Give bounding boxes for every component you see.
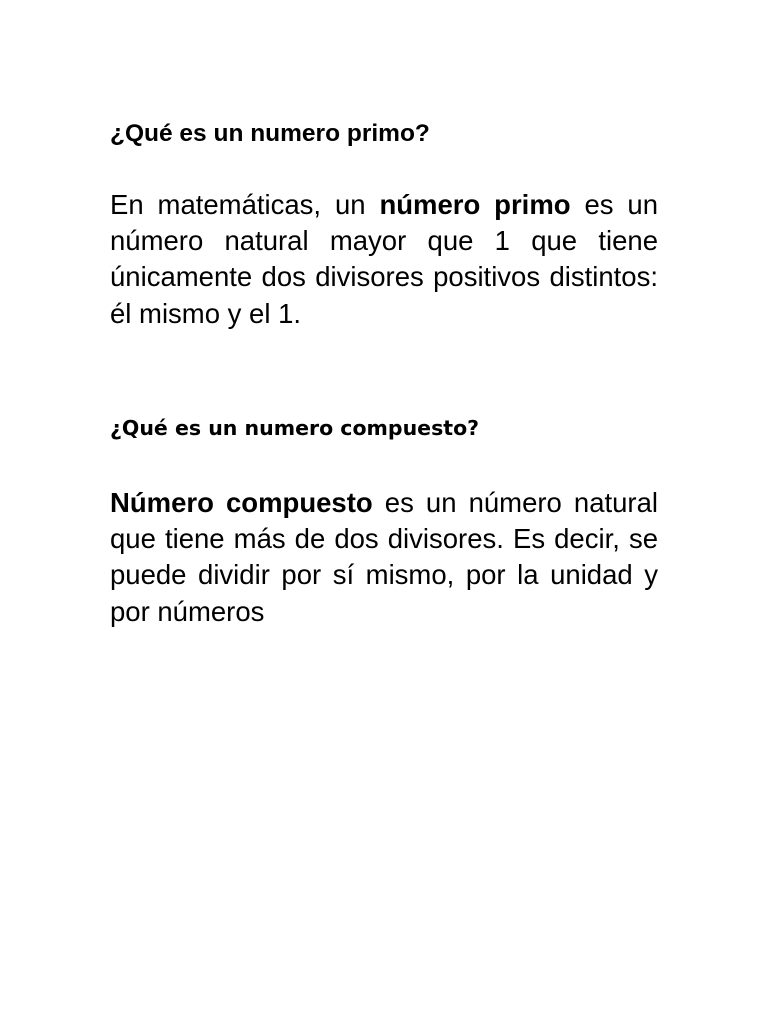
heading-composite-number: ¿Qué es un numero compuesto? [110,416,480,440]
paragraph-prime-definition [110,187,658,332]
prime-rest-text: es un número natural mayor que 1 que tiene únicamente dos divisores positivos distintos: él mismo y el 1. [110,189,659,329]
composite-term: Número compuesto [110,487,373,518]
paragraph-composite-definition [110,485,658,630]
prime-term: número primo [379,189,571,220]
composite-rest-text: es un número natural que tiene más de dos divisores. Es decir, se puede dividir por sí mismo, por la unidad y por números [110,487,658,627]
prime-lead-text: En matemáticas, un [110,189,380,220]
heading-prime-number: ¿Qué es un numero primo? [110,120,430,147]
